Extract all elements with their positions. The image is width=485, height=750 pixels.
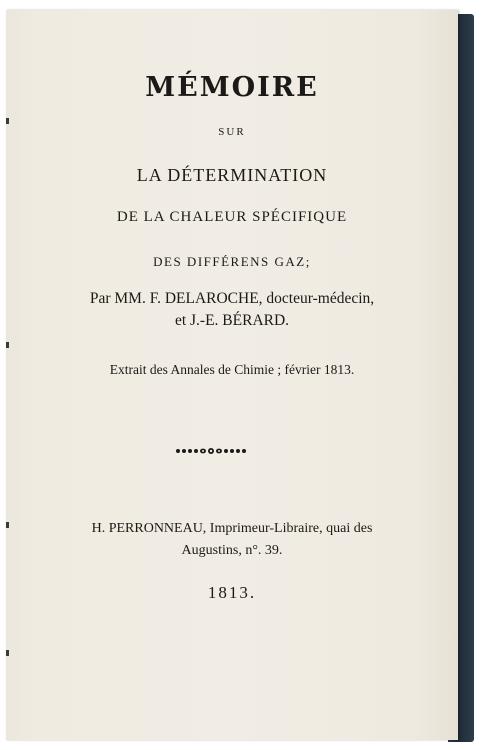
publisher-line-2: Augustins, n°. 39.: [181, 543, 283, 558]
subject-line-1: LA DÉTERMINATION: [136, 165, 328, 185]
authors-line-2: et J.-E. BÉRARD.: [174, 312, 290, 329]
document-title: MÉMOIRE: [145, 72, 319, 103]
title-page: [6, 10, 458, 740]
binding-thread-mark: [6, 650, 9, 656]
publisher-line-1: H. PERRONNEAU, Imprimeur-Libraire, quai des: [91, 521, 373, 536]
preposition-sur: SUR: [218, 126, 246, 138]
subject-line-2: DE LA CHALEUR SPÉCIFIQUE: [116, 209, 348, 225]
authors-line-1: Par MM. F. DELAROCHE, docteur-médecin,: [89, 290, 375, 307]
binding-thread-mark: [6, 522, 9, 528]
extract-note: Extrait des Annales de Chimie ; février 1813.: [109, 362, 355, 377]
publication-year: 1813.: [207, 583, 257, 602]
binding-thread-mark: [6, 342, 9, 348]
printer-ornament-icon: [174, 444, 248, 458]
binding-thread-mark: [6, 118, 9, 124]
subject-line-3: DES DIFFÉRENS GAZ;: [153, 254, 311, 269]
